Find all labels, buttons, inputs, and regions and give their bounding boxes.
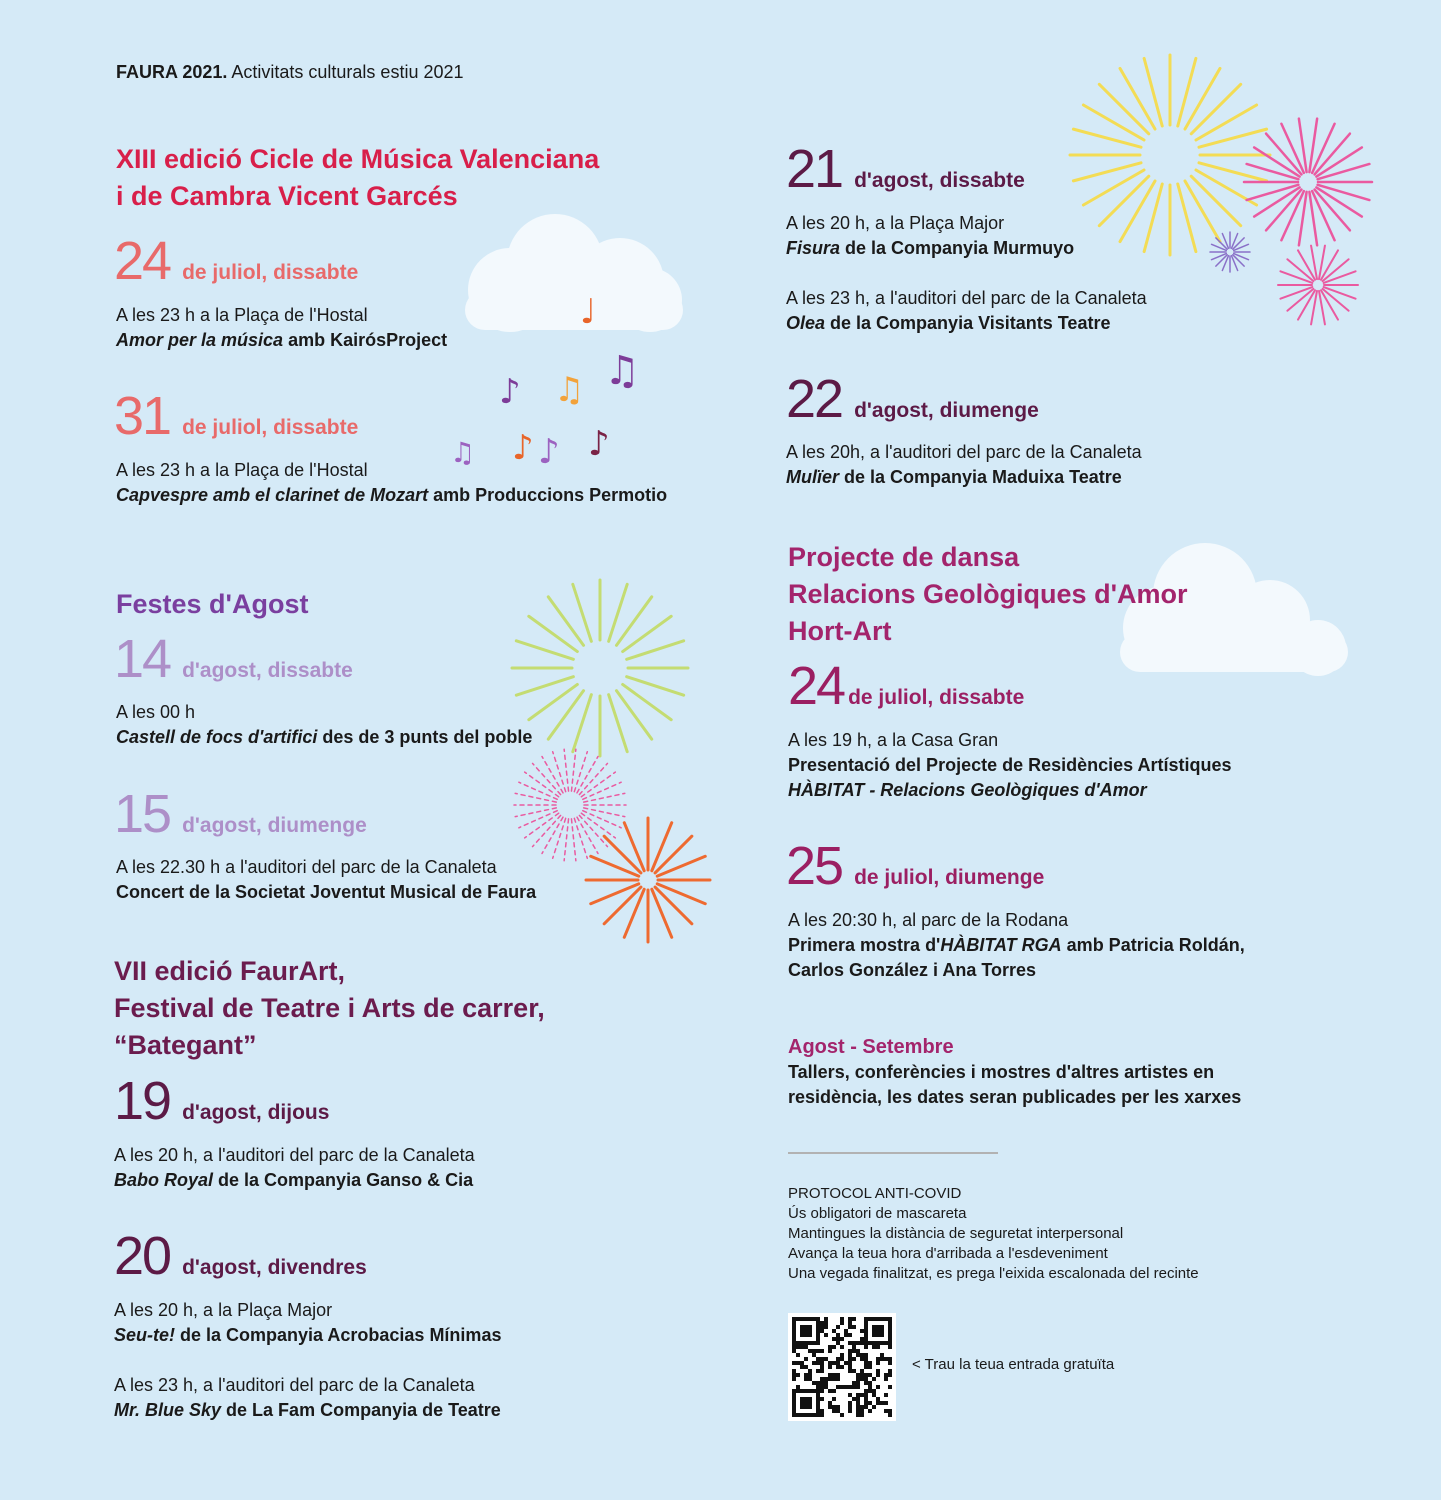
day-number: 14 [114, 629, 171, 689]
date-text: d'agost, diumenge [182, 814, 367, 837]
day-number: 24 [114, 231, 171, 291]
protocol-line: Una vegada finalitzat, es prega l'eixida escalonada del recinte [788, 1265, 1199, 1282]
section-heading: “Bategant” [114, 1030, 257, 1060]
event-details [786, 440, 1142, 490]
section-heading: i de Cambra Vicent Garcés [116, 181, 458, 211]
music-note-icon: ♫ [604, 348, 640, 394]
date-text: d'agost, dissabte [182, 659, 353, 682]
event-details [114, 1143, 475, 1193]
event-title-italic: HÀBITAT - Relacions Geològiques d'Amor [788, 780, 1147, 800]
day-number: 20 [114, 1226, 171, 1286]
date-text: d'agost, divendres [182, 1256, 367, 1279]
event-date [114, 786, 367, 842]
festes-section-title [116, 586, 308, 623]
day-number: 21 [786, 139, 843, 199]
day-number: 25 [786, 836, 843, 896]
event-title [116, 483, 676, 508]
event-title-italic: Fisura [786, 238, 841, 258]
firework-icon [1210, 232, 1250, 272]
agost-setembre-block [788, 1035, 1241, 1110]
event-title-rest: des de 3 punts del poble [317, 727, 533, 747]
protocol-heading: PROTOCOL ANTI-COVID [788, 1185, 962, 1202]
section-heading: Relacions Geològiques d'Amor [788, 579, 1188, 609]
event-title-italic: Capvespre amb el clarinet de Mozart [116, 485, 429, 505]
page-header [116, 62, 464, 83]
event-title [116, 725, 532, 750]
event-title [114, 1323, 501, 1348]
event-title-italic: Amor per la música [116, 330, 284, 350]
day-number: 24 [788, 656, 845, 716]
event-date [114, 631, 353, 687]
event-title-italic: Seu-te! [114, 1325, 176, 1345]
event-title [786, 311, 1147, 336]
event-place: A les 23 h a la Plaça de l'Hostal [116, 305, 368, 325]
event-title-italic: Mr. Blue Sky [114, 1400, 222, 1420]
event-title [788, 933, 1245, 958]
divider [788, 1152, 998, 1154]
event-title-rest: de la Companyia Acrobacias Mínimas [175, 1325, 502, 1345]
event-date [786, 371, 1039, 427]
section-heading: Projecte de dansa [788, 542, 1020, 572]
covid-protocol [788, 1184, 1199, 1284]
event-title-part: amb Patricia Roldán, [1061, 935, 1245, 955]
firework-icon [1278, 246, 1358, 325]
event-title [786, 236, 1147, 261]
event-title: Presentació del Projecte de Residències Artístiques [788, 755, 1232, 775]
event-date [114, 388, 358, 444]
firework-icon [1244, 119, 1372, 246]
music-note-icon: ♪ [499, 372, 521, 412]
music-note-icon: ♪ [538, 432, 560, 472]
event-date [788, 658, 1024, 714]
event-details [788, 908, 1245, 983]
faurart-section-title [114, 953, 545, 1064]
date-text: de juliol, dissabte [182, 416, 359, 439]
section-heading: VII edició FaurArt, [114, 956, 346, 986]
event-title-rest: de la Companyia Visitants Teatre [825, 313, 1111, 333]
firework-icon [514, 749, 626, 860]
event-details [116, 855, 536, 905]
date-text: de juliol, diumenge [854, 866, 1045, 889]
event-place: A les 20h, a l'auditori del parc de la Canaleta [786, 442, 1142, 462]
event-place: A les 23 h, a l'auditori del parc de la Canaleta [786, 288, 1147, 308]
music-note-icon: ♫ [450, 436, 476, 469]
event-title-rest: de la Companyia Murmuyo [840, 238, 1075, 258]
event-place: A les 20 h, a la Plaça Major [786, 213, 1005, 233]
date-text: de juliol, dissabte [182, 261, 359, 284]
event-place: A les 20:30 h, al parc de la Rodana [788, 910, 1069, 930]
music-note-icon: ♪ [588, 424, 610, 464]
event-title-rest: de la Companyia Maduixa Teatre [839, 467, 1122, 487]
event-date [114, 1228, 367, 1284]
section-heading: XIII edició Cicle de Música Valenciana [116, 144, 600, 174]
info-line: Tallers, conferències i mostres d'altres artistes en [788, 1062, 1215, 1082]
music-note-icon: ♩ [580, 292, 597, 332]
event-title-part: Primera mostra d' [788, 935, 941, 955]
event-date [114, 233, 358, 289]
section-heading: Festes d'Agost [116, 589, 309, 619]
event-title-rest: de La Fam Companyia de Teatre [221, 1400, 501, 1420]
event-title [116, 328, 447, 353]
event-place: A les 20 h, a la Plaça Major [114, 1300, 333, 1320]
event-title-rest: de la Companyia Ganso & Cia [213, 1170, 474, 1190]
event-title-italic: HÀBITAT RGA [940, 935, 1062, 955]
musica-section-title [116, 141, 599, 215]
music-note-icon: ♫ [554, 370, 585, 410]
event-title-italic: Castell de focs d'artifici [116, 727, 318, 747]
event-details [116, 458, 676, 508]
event-details [116, 303, 447, 353]
event-place: A les 19 h, a la Casa Gran [788, 730, 999, 750]
day-number: 31 [114, 386, 171, 446]
event-place: A les 23 h a la Plaça de l'Hostal [116, 460, 368, 480]
event-title [114, 1398, 501, 1423]
event-title: Carlos González i Ana Torres [788, 960, 1037, 980]
event-date [786, 838, 1044, 894]
protocol-line: Ús obligatori de mascareta [788, 1205, 967, 1222]
day-number: 22 [786, 369, 843, 429]
event-place: A les 00 h [116, 702, 196, 722]
event-place: A les 23 h, a l'auditori del parc de la Canaleta [114, 1375, 475, 1395]
cloud-icon [465, 214, 683, 332]
event-title [114, 1168, 475, 1193]
date-text: de juliol, dissabte [848, 686, 1025, 709]
firework-icon [586, 818, 710, 942]
qr-code-icon[interactable] [788, 1313, 896, 1421]
event-details [788, 728, 1232, 803]
dansa-section-title [788, 539, 1188, 650]
event-date [114, 1073, 329, 1129]
date-text: d'agost, dissabte [854, 169, 1025, 192]
event-title [786, 465, 1142, 490]
event-title: Concert de la Societat Joventut Musical de Faura [116, 882, 537, 902]
event-title-rest: amb KairósProject [283, 330, 448, 350]
header-brand: FAURA 2021. [116, 62, 228, 82]
event-place: A les 22.30 h a l'auditori del parc de la Canaleta [116, 857, 497, 877]
firework-icon [512, 580, 688, 756]
music-note-icon: ♪ [512, 428, 534, 468]
event-details [116, 700, 532, 750]
date-text: d'agost, dijous [182, 1101, 330, 1124]
day-number: 15 [114, 784, 171, 844]
event-details [114, 1298, 501, 1423]
qr-label: < Trau la teua entrada gratuïta [912, 1356, 1115, 1373]
protocol-line: Avança la teua hora d'arribada a l'esdeveniment [788, 1245, 1108, 1262]
date-text: d'agost, diumenge [854, 399, 1039, 422]
event-details [786, 211, 1147, 336]
event-title-rest: amb Produccions Permotio [428, 485, 668, 505]
event-place: A les 20 h, a l'auditori del parc de la Canaleta [114, 1145, 475, 1165]
header-subtitle: Activitats culturals estiu 2021 [227, 62, 464, 82]
event-date [786, 141, 1025, 197]
event-title-italic: Mulïer [786, 467, 840, 487]
day-number: 19 [114, 1071, 171, 1131]
section-heading: Festival de Teatre i Arts de carrer, [114, 993, 545, 1023]
event-title [788, 778, 1232, 803]
event-title-italic: Olea [786, 313, 826, 333]
protocol-line: Mantingues la distància de seguretat interpersonal [788, 1225, 1124, 1242]
subsection-heading: Agost - Setembre [788, 1036, 954, 1058]
event-title-italic: Babo Royal [114, 1170, 214, 1190]
info-line: residència, les dates seran publicades per les xarxes [788, 1087, 1242, 1107]
section-heading: Hort-Art [788, 616, 892, 646]
